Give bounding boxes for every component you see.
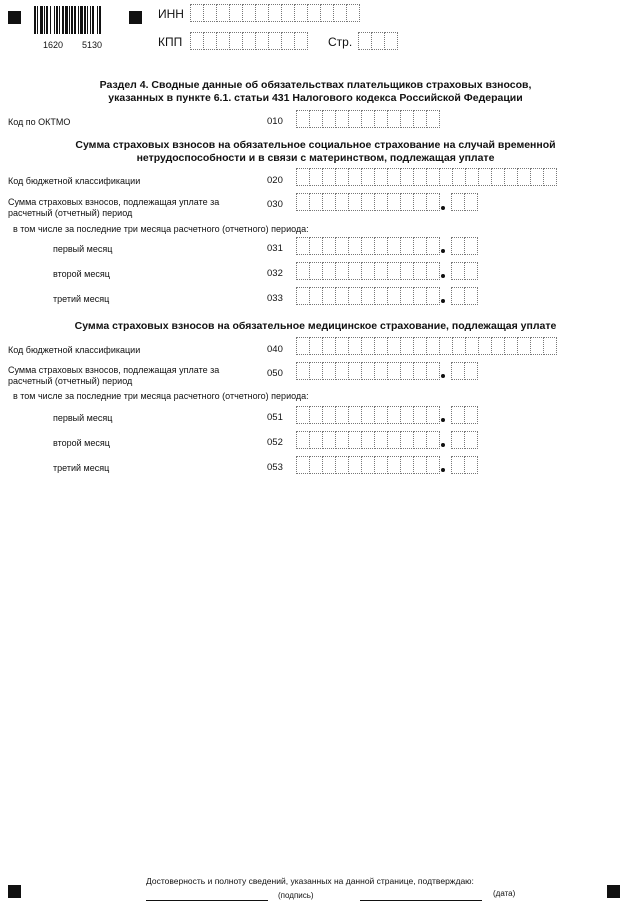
character-cell[interactable] — [426, 456, 440, 474]
character-cell[interactable] — [464, 362, 478, 380]
character-cell[interactable] — [322, 262, 336, 280]
character-cell[interactable] — [387, 431, 401, 449]
barcode-bar — [40, 6, 43, 34]
character-cell[interactable] — [296, 406, 310, 424]
character-cell[interactable] — [335, 456, 349, 474]
character-cell[interactable] — [452, 337, 466, 355]
character-cell[interactable] — [374, 287, 388, 305]
corner-marker-bottom-left — [8, 885, 21, 898]
character-cell[interactable] — [464, 193, 478, 211]
character-cell[interactable] — [361, 431, 375, 449]
barcode-bar — [80, 6, 83, 34]
barcode-bar — [34, 6, 36, 34]
barcode-bar — [54, 6, 55, 34]
character-cell[interactable] — [296, 362, 310, 380]
medical-month2-rubles[interactable] — [296, 431, 439, 449]
character-cell[interactable] — [322, 287, 336, 305]
character-cell[interactable] — [400, 362, 414, 380]
social-month2-decimal-point — [441, 274, 445, 278]
character-cell[interactable] — [374, 237, 388, 255]
social-month3-kopecks[interactable] — [451, 287, 477, 305]
social-including-label: в том числе за последние три месяца расчетного (отчетного) периода: — [13, 224, 309, 234]
character-cell[interactable] — [361, 337, 375, 355]
corner-marker-top-center — [129, 11, 142, 24]
character-cell[interactable] — [374, 406, 388, 424]
social-month3-rubles[interactable] — [296, 287, 439, 305]
character-cell[interactable] — [346, 4, 360, 22]
character-cell[interactable] — [361, 262, 375, 280]
character-cell[interactable] — [296, 287, 310, 305]
social-sum-rubles[interactable] — [296, 193, 439, 211]
character-cell[interactable] — [203, 32, 217, 50]
medical-month3-rubles[interactable] — [296, 456, 439, 474]
character-cell[interactable] — [451, 237, 465, 255]
character-cell[interactable] — [464, 237, 478, 255]
character-cell[interactable] — [464, 262, 478, 280]
character-cell[interactable] — [413, 362, 427, 380]
character-cell[interactable] — [451, 193, 465, 211]
character-cell[interactable] — [374, 337, 388, 355]
character-cell[interactable] — [384, 32, 398, 50]
character-cell[interactable] — [517, 337, 531, 355]
inn-label: ИНН — [158, 7, 184, 21]
barcode-bar — [78, 6, 79, 34]
page-label: Стр. — [328, 35, 353, 49]
character-cell[interactable] — [464, 456, 478, 474]
character-cell[interactable] — [322, 110, 336, 128]
character-cell[interactable] — [309, 431, 323, 449]
character-cell[interactable] — [190, 4, 204, 22]
character-cell[interactable] — [348, 337, 362, 355]
character-cell[interactable] — [294, 32, 308, 50]
character-cell[interactable] — [309, 406, 323, 424]
character-cell[interactable] — [400, 262, 414, 280]
barcode-bar — [69, 6, 70, 34]
character-cell[interactable] — [335, 262, 349, 280]
character-cell[interactable] — [322, 337, 336, 355]
character-cell[interactable] — [322, 362, 336, 380]
character-cell[interactable] — [309, 168, 323, 186]
character-cell[interactable] — [543, 337, 557, 355]
character-cell[interactable] — [387, 287, 401, 305]
character-cell[interactable] — [322, 456, 336, 474]
character-cell[interactable] — [255, 4, 269, 22]
barcode-bar — [59, 6, 60, 34]
character-cell[interactable] — [374, 193, 388, 211]
character-cell[interactable] — [335, 287, 349, 305]
character-cell[interactable] — [374, 431, 388, 449]
character-cell[interactable] — [374, 362, 388, 380]
barcode-number-right: 5130 — [82, 40, 103, 50]
character-cell[interactable] — [281, 32, 295, 50]
barcode-bar — [84, 6, 86, 34]
inn-field[interactable] — [190, 4, 359, 22]
oktmo-field[interactable] — [296, 110, 439, 128]
character-cell[interactable] — [322, 193, 336, 211]
character-cell[interactable] — [190, 32, 204, 50]
social-month3-label: третий месяц — [53, 294, 110, 304]
character-cell[interactable] — [242, 4, 256, 22]
barcode-bar — [99, 6, 101, 34]
social-month2-rubles[interactable] — [296, 262, 439, 280]
character-cell[interactable] — [296, 168, 310, 186]
character-cell[interactable] — [465, 337, 479, 355]
social-month2-kopecks[interactable] — [451, 262, 477, 280]
character-cell[interactable] — [361, 237, 375, 255]
character-cell[interactable] — [335, 362, 349, 380]
character-cell[interactable] — [387, 456, 401, 474]
character-cell[interactable] — [268, 4, 282, 22]
character-cell[interactable] — [400, 237, 414, 255]
character-cell[interactable] — [361, 287, 375, 305]
medical-sum-label-line2: расчетный (отчетный) период — [8, 376, 133, 386]
character-cell[interactable] — [426, 262, 440, 280]
character-cell[interactable] — [504, 337, 518, 355]
barcode — [34, 6, 116, 34]
date-label: (дата) — [493, 889, 516, 898]
character-cell[interactable] — [348, 406, 362, 424]
character-cell[interactable] — [296, 456, 310, 474]
character-cell[interactable] — [426, 168, 440, 186]
character-cell[interactable] — [348, 193, 362, 211]
character-cell[interactable] — [348, 362, 362, 380]
social-month1-label: первый месяц — [53, 244, 113, 254]
medical-month2-kopecks[interactable] — [451, 431, 477, 449]
character-cell[interactable] — [400, 456, 414, 474]
character-cell[interactable] — [451, 362, 465, 380]
character-cell[interactable] — [348, 431, 362, 449]
character-cell[interactable] — [296, 431, 310, 449]
character-cell[interactable] — [426, 110, 440, 128]
social-sum-decimal-point — [441, 206, 445, 210]
medical-sum-decimal-point — [441, 374, 445, 378]
character-cell[interactable] — [335, 110, 349, 128]
social-kbk-field[interactable] — [296, 168, 556, 186]
character-cell[interactable] — [426, 287, 440, 305]
character-cell[interactable] — [400, 110, 414, 128]
character-cell[interactable] — [400, 431, 414, 449]
barcode-bar — [62, 6, 64, 34]
medical-month1-label: первый месяц — [53, 413, 113, 423]
social-sum-label-line1: Сумма страховых взносов, подлежащая уплате за — [8, 197, 220, 207]
character-cell[interactable] — [413, 168, 427, 186]
character-cell[interactable] — [333, 4, 347, 22]
kpp-label: КПП — [158, 35, 183, 49]
date-line[interactable] — [360, 900, 482, 901]
character-cell[interactable] — [478, 337, 492, 355]
character-cell[interactable] — [451, 431, 465, 449]
medical-sum-kopecks[interactable] — [451, 362, 477, 380]
character-cell[interactable] — [322, 431, 336, 449]
character-cell[interactable] — [530, 168, 544, 186]
character-cell[interactable] — [307, 4, 321, 22]
character-cell[interactable] — [229, 4, 243, 22]
character-cell[interactable] — [413, 262, 427, 280]
character-cell[interactable] — [361, 193, 375, 211]
character-cell[interactable] — [413, 337, 427, 355]
character-cell[interactable] — [387, 337, 401, 355]
character-cell[interactable] — [387, 406, 401, 424]
character-cell[interactable] — [309, 362, 323, 380]
character-cell[interactable] — [322, 168, 336, 186]
medical-sum-label-line1: Сумма страховых взносов, подлежащая уплате за — [8, 365, 220, 375]
character-cell[interactable] — [335, 168, 349, 186]
signature-line[interactable] — [146, 900, 268, 901]
character-cell[interactable] — [426, 406, 440, 424]
barcode-bar — [65, 6, 68, 34]
barcode-bar — [97, 6, 98, 34]
character-cell[interactable] — [361, 456, 375, 474]
character-cell[interactable] — [426, 193, 440, 211]
oktmo-code: 010 — [267, 116, 283, 127]
medical-kbk-field[interactable] — [296, 337, 556, 355]
character-cell[interactable] — [439, 168, 453, 186]
barcode-bar — [87, 6, 88, 34]
character-cell[interactable] — [335, 193, 349, 211]
character-cell[interactable] — [413, 456, 427, 474]
character-cell[interactable] — [242, 32, 256, 50]
social-month1-rubles[interactable] — [296, 237, 439, 255]
barcode-bar — [56, 6, 58, 34]
social-month2-label: второй месяц — [53, 269, 110, 279]
medical-title: Сумма страховых взносов на обязательное медицинское страхование, подлежащая уплате — [74, 320, 557, 332]
character-cell[interactable] — [387, 362, 401, 380]
character-cell[interactable] — [387, 262, 401, 280]
character-cell[interactable] — [203, 4, 217, 22]
medical-month2-code: 052 — [267, 437, 283, 448]
character-cell[interactable] — [400, 168, 414, 186]
character-cell[interactable] — [426, 337, 440, 355]
character-cell[interactable] — [216, 32, 230, 50]
character-cell[interactable] — [464, 431, 478, 449]
corner-marker-bottom-right — [607, 885, 620, 898]
character-cell[interactable] — [320, 4, 334, 22]
character-cell[interactable] — [296, 237, 310, 255]
character-cell[interactable] — [229, 32, 243, 50]
social-month2-code: 032 — [267, 268, 283, 279]
barcode-bar — [71, 6, 73, 34]
character-cell[interactable] — [451, 406, 465, 424]
character-cell[interactable] — [451, 287, 465, 305]
barcode-bar — [92, 6, 94, 34]
social-title-line1: Сумма страховых взносов на обязательное социальное страхование на случай временной — [75, 139, 556, 151]
barcode-bar — [44, 6, 45, 34]
character-cell[interactable] — [309, 110, 323, 128]
character-cell[interactable] — [348, 168, 362, 186]
social-month3-code: 033 — [267, 293, 283, 304]
social-sum-code: 030 — [267, 199, 283, 210]
character-cell[interactable] — [309, 287, 323, 305]
character-cell[interactable] — [413, 193, 427, 211]
character-cell[interactable] — [452, 168, 466, 186]
social-kbk-label: Код бюджетной классификации — [8, 176, 141, 186]
character-cell[interactable] — [296, 337, 310, 355]
character-cell[interactable] — [504, 168, 518, 186]
character-cell[interactable] — [335, 406, 349, 424]
medical-sum-rubles[interactable] — [296, 362, 439, 380]
character-cell[interactable] — [374, 262, 388, 280]
character-cell[interactable] — [296, 262, 310, 280]
social-title-line2: нетрудоспособности и в связи с материнством, подлежащая уплате — [136, 152, 495, 164]
social-sum-kopecks[interactable] — [451, 193, 477, 211]
character-cell[interactable] — [348, 262, 362, 280]
corner-marker-top-left — [8, 11, 21, 24]
character-cell[interactable] — [517, 168, 531, 186]
character-cell[interactable] — [543, 168, 557, 186]
character-cell[interactable] — [255, 32, 269, 50]
character-cell[interactable] — [335, 431, 349, 449]
character-cell[interactable] — [400, 193, 414, 211]
character-cell[interactable] — [294, 4, 308, 22]
medical-month1-code: 051 — [267, 412, 283, 423]
medical-sum-code: 050 — [267, 368, 283, 379]
character-cell[interactable] — [374, 168, 388, 186]
character-cell[interactable] — [374, 110, 388, 128]
signature-label: (подпись) — [278, 891, 314, 900]
page-number-field[interactable] — [358, 32, 397, 50]
character-cell[interactable] — [491, 337, 505, 355]
medical-month3-label: третий месяц — [53, 463, 110, 473]
character-cell[interactable] — [387, 193, 401, 211]
medical-month1-decimal-point — [441, 418, 445, 422]
barcode-bar — [46, 6, 48, 34]
section-title-line2: указанных в пункте 6.1. статьи 431 Налогового кодекса Российской Федерации — [108, 92, 523, 104]
medical-kbk-code: 040 — [267, 344, 283, 355]
social-month3-decimal-point — [441, 299, 445, 303]
character-cell[interactable] — [361, 406, 375, 424]
character-cell[interactable] — [348, 110, 362, 128]
barcode-bar — [50, 6, 51, 34]
character-cell[interactable] — [309, 262, 323, 280]
character-cell[interactable] — [309, 337, 323, 355]
barcode-bar — [90, 6, 91, 34]
character-cell[interactable] — [361, 362, 375, 380]
character-cell[interactable] — [413, 287, 427, 305]
character-cell[interactable] — [374, 456, 388, 474]
social-month1-decimal-point — [441, 249, 445, 253]
barcode-bar — [37, 6, 38, 34]
character-cell[interactable] — [268, 32, 282, 50]
character-cell[interactable] — [309, 193, 323, 211]
character-cell[interactable] — [400, 406, 414, 424]
character-cell[interactable] — [413, 110, 427, 128]
character-cell[interactable] — [361, 168, 375, 186]
medical-kbk-label: Код бюджетной классификации — [8, 345, 141, 355]
character-cell[interactable] — [451, 456, 465, 474]
medical-month3-code: 053 — [267, 462, 283, 473]
character-cell[interactable] — [348, 456, 362, 474]
character-cell[interactable] — [216, 4, 230, 22]
character-cell[interactable] — [387, 237, 401, 255]
character-cell[interactable] — [426, 237, 440, 255]
medical-month2-decimal-point — [441, 443, 445, 447]
character-cell[interactable] — [361, 110, 375, 128]
character-cell[interactable] — [387, 168, 401, 186]
oktmo-label: Код по ОКТМО — [8, 117, 71, 127]
social-kbk-code: 020 — [267, 175, 283, 186]
medical-month3-kopecks[interactable] — [451, 456, 477, 474]
medical-month1-kopecks[interactable] — [451, 406, 477, 424]
social-month1-kopecks[interactable] — [451, 237, 477, 255]
barcode-number-left: 1620 — [43, 40, 64, 50]
social-sum-label-line2: расчетный (отчетный) период — [8, 208, 133, 218]
character-cell[interactable] — [281, 4, 295, 22]
character-cell[interactable] — [371, 32, 385, 50]
character-cell[interactable] — [464, 406, 478, 424]
character-cell[interactable] — [348, 237, 362, 255]
character-cell[interactable] — [413, 431, 427, 449]
character-cell[interactable] — [322, 237, 336, 255]
character-cell[interactable] — [478, 168, 492, 186]
character-cell[interactable] — [464, 287, 478, 305]
medical-month3-decimal-point — [441, 468, 445, 472]
character-cell[interactable] — [296, 110, 310, 128]
character-cell[interactable] — [400, 287, 414, 305]
character-cell[interactable] — [491, 168, 505, 186]
character-cell[interactable] — [439, 337, 453, 355]
character-cell[interactable] — [348, 287, 362, 305]
character-cell[interactable] — [426, 362, 440, 380]
character-cell[interactable] — [426, 431, 440, 449]
character-cell[interactable] — [296, 193, 310, 211]
character-cell[interactable] — [530, 337, 544, 355]
kpp-field[interactable] — [190, 32, 307, 50]
character-cell[interactable] — [335, 337, 349, 355]
character-cell[interactable] — [309, 456, 323, 474]
character-cell[interactable] — [465, 168, 479, 186]
character-cell[interactable] — [358, 32, 372, 50]
character-cell[interactable] — [335, 237, 349, 255]
character-cell[interactable] — [451, 262, 465, 280]
medical-month2-label: второй месяц — [53, 438, 110, 448]
character-cell[interactable] — [413, 406, 427, 424]
medical-including-label: в том числе за последние три месяца расчетного (отчетного) периода: — [13, 391, 309, 401]
character-cell[interactable] — [322, 406, 336, 424]
section-title-line1: Раздел 4. Сводные данные об обязательствах плательщиков страховых взносов, — [99, 79, 532, 91]
character-cell[interactable] — [387, 110, 401, 128]
social-month1-code: 031 — [267, 243, 283, 254]
footer-confirm-text: Достоверность и полноту сведений, указанных на данной странице, подтверждаю: — [146, 876, 474, 886]
character-cell[interactable] — [413, 237, 427, 255]
medical-month1-rubles[interactable] — [296, 406, 439, 424]
character-cell[interactable] — [309, 237, 323, 255]
barcode-bar — [74, 6, 76, 34]
character-cell[interactable] — [400, 337, 414, 355]
